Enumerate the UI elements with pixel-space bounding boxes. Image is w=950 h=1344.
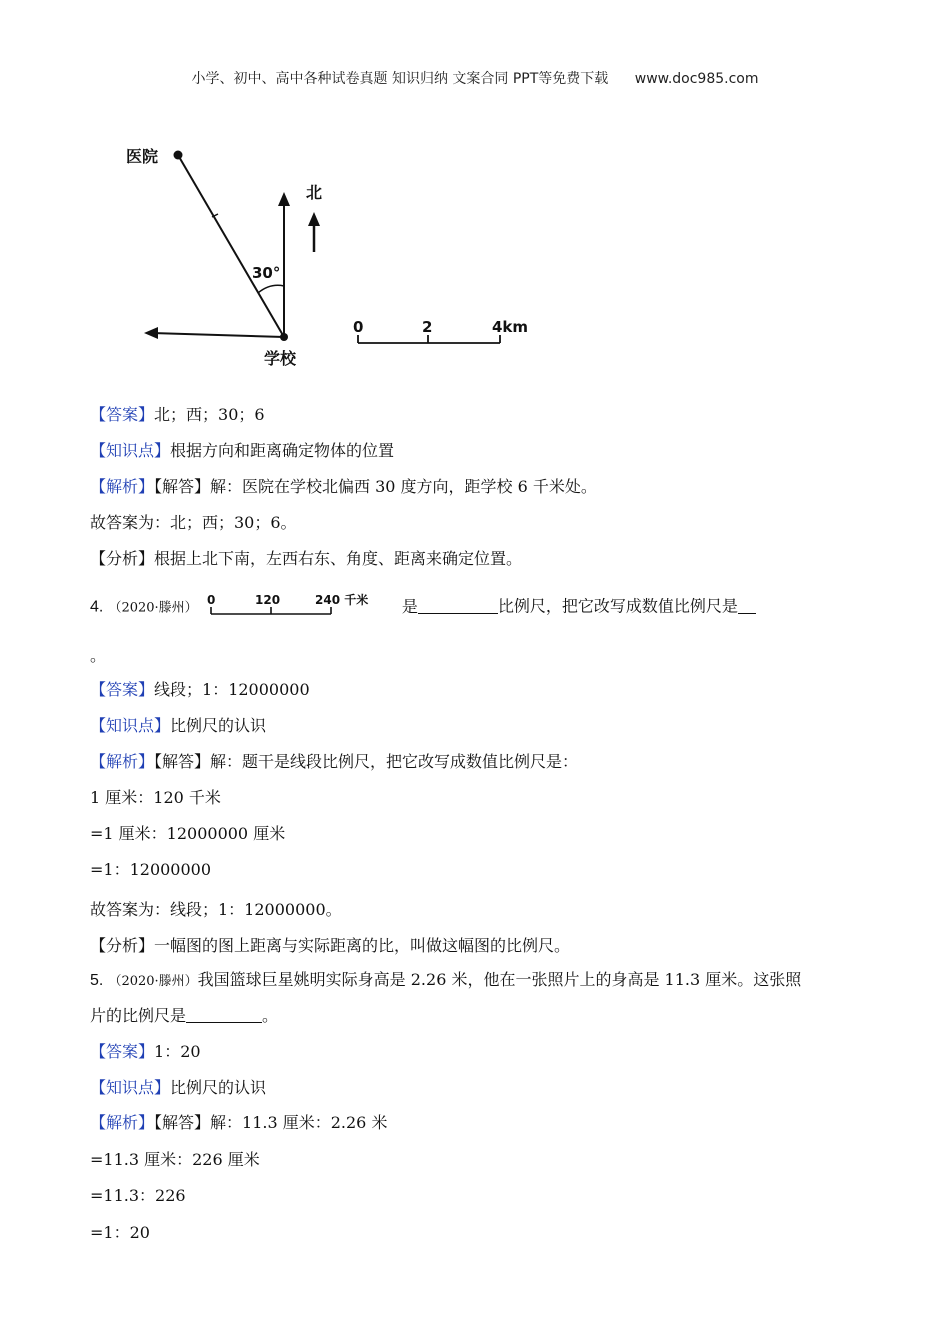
analysis-tag: 【解析】 bbox=[90, 477, 155, 496]
q4-stem-end: 。 bbox=[90, 646, 107, 665]
answer-tag: 【答案】 bbox=[90, 680, 155, 699]
q5-knowledge bbox=[90, 1078, 266, 1098]
knowledge-tag: 【知识点】 bbox=[90, 441, 171, 460]
angle-arc bbox=[258, 285, 284, 293]
answer-text: 北；西；30；6 bbox=[154, 405, 265, 424]
stem-text-b: 比例尺，把它改写成数值比例尺是 bbox=[497, 596, 738, 616]
stem-end: 。 bbox=[262, 1006, 279, 1025]
fenxi-text: 根据上北下南，左西右东、角度、距离来确定位置。 bbox=[154, 549, 523, 568]
q5-analysis bbox=[90, 1113, 387, 1133]
q5-answer bbox=[90, 1042, 201, 1062]
header-text: 小学、初中、高中各种试卷真题 知识归纳 文案合同 PPT等免费下载 bbox=[191, 71, 609, 87]
school-point bbox=[280, 333, 288, 341]
analysis-tag: 【解析】 bbox=[90, 752, 155, 771]
scale-tick-2: 2 bbox=[422, 318, 433, 336]
analysis-text: 【解答】解：题干是线段比例尺，把它改写成数值比例尺是： bbox=[154, 752, 579, 771]
page-header bbox=[0, 68, 950, 88]
q3-answer bbox=[90, 405, 265, 425]
scale-tick-0: 0 bbox=[353, 318, 364, 336]
q5-stem-line1 bbox=[90, 970, 801, 992]
q3-knowledge bbox=[90, 441, 394, 461]
question-number: 5. bbox=[90, 972, 104, 989]
north-indicator-arrowhead bbox=[308, 212, 320, 226]
q4-step-3: =1：12000000 bbox=[90, 860, 212, 879]
question-source: （2020·滕州） bbox=[108, 974, 198, 989]
north-axis-arrowhead bbox=[278, 192, 290, 206]
q3-conclusion: 故答案为：北；西；30；6。 bbox=[90, 513, 297, 532]
q4-conclusion: 故答案为：线段；1：12000000。 bbox=[90, 900, 342, 919]
school-label: 学校 bbox=[264, 349, 297, 368]
q4-stem bbox=[90, 592, 756, 622]
answer-text: 线段；1：12000000 bbox=[154, 680, 310, 699]
fenxi-tag: 【分析】 bbox=[90, 549, 155, 568]
q5-step-1: =11.3 厘米：226 厘米 bbox=[90, 1150, 260, 1169]
scale-tick-0: 0 bbox=[206, 593, 216, 607]
q3-fenxi bbox=[90, 549, 522, 569]
direction-diagram bbox=[118, 140, 558, 380]
north-label: 北 bbox=[306, 183, 323, 202]
scale-tick-120: 120 bbox=[254, 593, 280, 607]
knowledge-tag: 【知识点】 bbox=[90, 1078, 171, 1097]
analysis-text: 【解答】解：11.3 厘米：2.26 米 bbox=[154, 1113, 388, 1132]
stem-text-a: 是 bbox=[401, 596, 418, 616]
answer-blank-1[interactable] bbox=[418, 597, 498, 614]
scale-tick-240: 240 千米 bbox=[314, 593, 368, 607]
q5-step-3: =1：20 bbox=[90, 1223, 150, 1242]
stem-text: 我国篮球巨星姚明实际身高是 2.26 米，他在一张照片上的身高是 11.3 厘米。这张照 bbox=[197, 970, 802, 989]
knowledge-text: 根据方向和距离确定物体的位置 bbox=[170, 441, 395, 460]
scale-tick-4km: 4km bbox=[492, 318, 529, 336]
line-scale-image bbox=[203, 592, 383, 622]
q4-knowledge bbox=[90, 716, 266, 736]
west-axis-arrowhead bbox=[144, 327, 158, 339]
q4-step-2: =1 厘米：12000000 厘米 bbox=[90, 824, 286, 843]
fenxi-tag: 【分析】 bbox=[90, 936, 155, 955]
question-number: 4. bbox=[90, 598, 104, 616]
q5-stem-line2 bbox=[90, 1006, 278, 1026]
answer-blank-2[interactable] bbox=[738, 597, 756, 614]
scale-bar bbox=[353, 318, 528, 343]
q4-fenxi bbox=[90, 936, 570, 956]
q4-analysis bbox=[90, 752, 578, 772]
q4-step-1: 1 厘米：120 千米 bbox=[90, 788, 221, 807]
west-axis bbox=[152, 333, 284, 337]
stem-text: 片的比例尺是 bbox=[90, 1006, 187, 1025]
question-source: （2020·滕州） bbox=[108, 600, 198, 616]
angle-label: 30° bbox=[252, 264, 281, 282]
q3-analysis bbox=[90, 477, 597, 497]
analysis-tag: 【解析】 bbox=[90, 1113, 155, 1132]
answer-blank[interactable] bbox=[186, 1006, 262, 1023]
fenxi-text: 一幅图的图上距离与实际距离的比，叫做这幅图的比例尺。 bbox=[154, 936, 571, 955]
q5-step-2: =11.3：226 bbox=[90, 1186, 186, 1205]
q4-answer bbox=[90, 680, 310, 700]
knowledge-tag: 【知识点】 bbox=[90, 716, 171, 735]
answer-text: 1：20 bbox=[154, 1042, 201, 1061]
answer-tag: 【答案】 bbox=[90, 1042, 155, 1061]
header-url[interactable]: www.doc985.com bbox=[634, 71, 759, 87]
answer-tag: 【答案】 bbox=[90, 405, 155, 424]
knowledge-text: 比例尺的认识 bbox=[170, 1078, 267, 1097]
knowledge-text: 比例尺的认识 bbox=[170, 716, 267, 735]
hospital-label: 医院 bbox=[126, 147, 159, 166]
hospital-school-line bbox=[178, 155, 284, 337]
analysis-text: 【解答】解：医院在学校北偏西 30 度方向，距学校 6 千米处。 bbox=[154, 477, 597, 496]
